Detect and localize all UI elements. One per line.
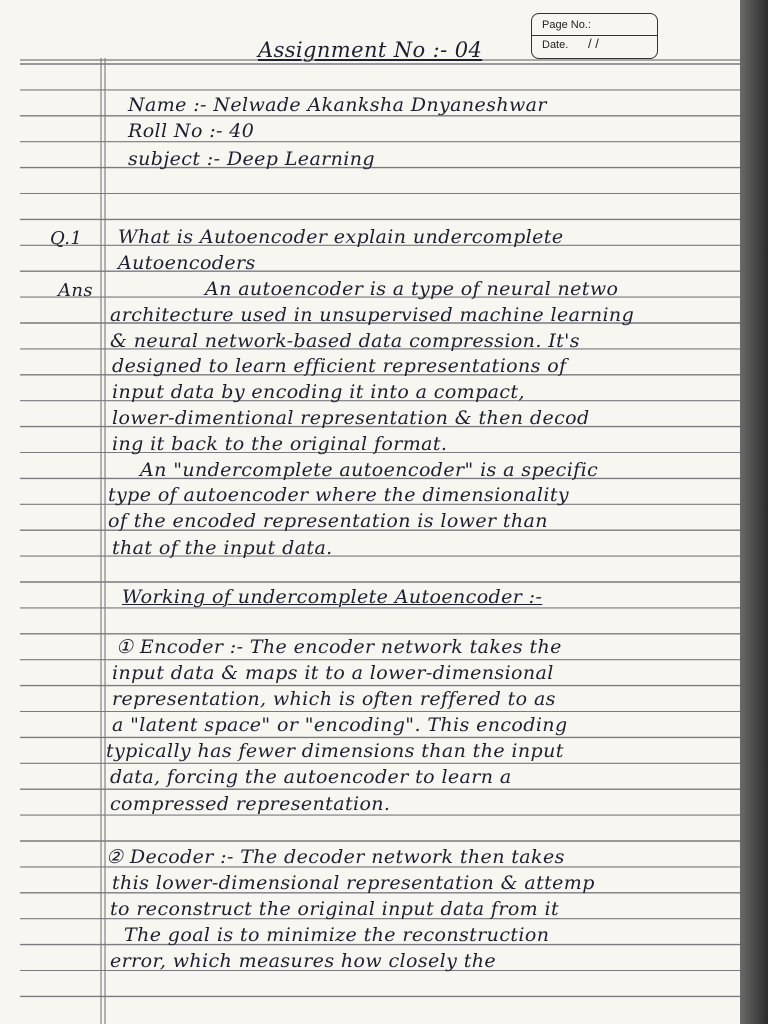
encoder-line: typically has fewer dimensions than the input	[106, 740, 564, 762]
encoder-line: input data & maps it to a lower-dimensional	[112, 662, 554, 684]
answer-line: input data by encoding it into a compact,	[112, 381, 525, 403]
answer-line: An "undercomplete autoencoder" is a specific	[140, 459, 599, 481]
answer-line: type of autoencoder where the dimensionality	[108, 484, 570, 506]
page-date-box	[531, 13, 658, 59]
answer-line: that of the input data.	[112, 537, 333, 559]
question-line: Autoencoders	[118, 252, 256, 274]
answer-line: ing it back to the original format.	[112, 433, 448, 455]
answer-line: lower-dimentional representation & then decod	[112, 407, 590, 429]
roll-number: Roll No :- 40	[128, 120, 255, 142]
answer-line: designed to learn efficient representations of	[112, 355, 567, 377]
question-line: What is Autoencoder explain undercomplete	[118, 226, 564, 248]
student-name: Name :- Nelwade Akanksha Dnyaneshwar	[128, 94, 547, 116]
encoder-line: ① Encoder :- The encoder network takes the	[116, 636, 562, 658]
page-edge-shadow	[740, 0, 768, 1024]
working-heading: Working of undercomplete Autoencoder :-	[122, 586, 543, 608]
subject: subject :- Deep Learning	[128, 148, 375, 170]
encoder-line: data, forcing the autoencoder to learn a	[110, 766, 512, 788]
answer-label: Ans	[58, 280, 94, 301]
encoder-line: compressed representation.	[110, 793, 391, 815]
page-no-label: Page No.:	[542, 19, 591, 31]
date-value: / /	[588, 36, 599, 51]
decoder-line: ② Decoder :- The decoder network then takes	[106, 846, 565, 868]
date-label: Date.	[542, 39, 569, 51]
decoder-line: this lower-dimensional representation & attemp	[112, 872, 595, 894]
decoder-line: error, which measures how closely the	[110, 950, 497, 972]
answer-line: An autoencoder is a type of neural netwo	[205, 278, 619, 300]
assignment-title: Assignment No :- 04	[258, 38, 483, 62]
decoder-line: The goal is to minimize the reconstruction	[124, 924, 550, 946]
encoder-line: representation, which is often reffered to as	[112, 688, 556, 710]
answer-line: & neural network-based data compression. It's	[110, 330, 580, 352]
question-label: Q.1	[50, 228, 83, 249]
answer-line: of the encoded representation is lower than	[108, 510, 548, 532]
answer-line: architecture used in unsupervised machine learning	[110, 304, 635, 326]
decoder-line: to reconstruct the original input data from it	[110, 898, 560, 920]
encoder-line: a "latent space" or "encoding". This encoding	[112, 714, 568, 736]
